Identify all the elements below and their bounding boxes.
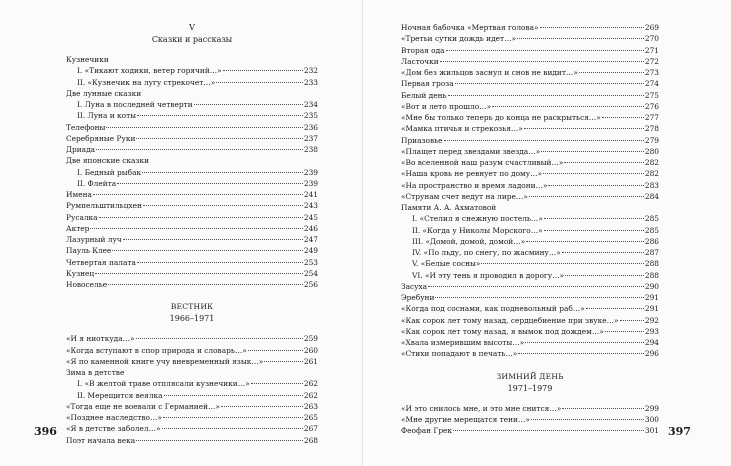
toc-entry-title: Кузнец — [66, 268, 95, 278]
toc-entry-title: Две лунные сказки — [66, 88, 142, 98]
dot-leader — [106, 127, 302, 128]
dot-leader — [95, 273, 303, 274]
toc-entry — [401, 45, 659, 56]
dot-leader — [562, 408, 644, 409]
toc-entry-title: Четвертая палата — [66, 257, 136, 267]
dot-leader — [525, 342, 644, 343]
toc-group-heading — [66, 88, 318, 99]
dot-leader — [136, 138, 303, 139]
right-toc-column — [401, 22, 659, 436]
toc-entry-title: Две японские сказки — [66, 156, 150, 166]
toc-entry — [401, 348, 659, 359]
toc-entry-page: 246 — [303, 223, 318, 233]
dot-leader — [446, 50, 644, 51]
toc-entry-title: «Мне бы только теперь до конца не раскрыться…» — [401, 113, 601, 122]
dot-leader — [453, 430, 644, 431]
toc-entry-title: «И я ниоткуда…» — [66, 334, 135, 344]
toc-entry-page: 239 — [303, 167, 318, 177]
toc-entry-page: 254 — [303, 268, 318, 278]
toc-entry-title: «Наша кровь не ревнует по дому…» — [401, 169, 543, 179]
toc-entry — [401, 90, 659, 101]
toc-entry-page: 288 — [644, 259, 659, 269]
toc-entry-title: Эребуни — [401, 293, 435, 302]
toc-entry-page: 276 — [644, 101, 659, 111]
toc-entry-title: «Позднее наследство…» — [66, 413, 162, 422]
dot-leader — [444, 140, 644, 141]
toc-entry-page: 270 — [644, 34, 659, 44]
toc-entry-page: 239 — [303, 178, 318, 188]
dot-leader — [163, 417, 303, 418]
toc-entry-title: «Струнам счет ведут на лире…» — [401, 191, 528, 201]
toc-entry — [401, 78, 659, 89]
toc-entry — [401, 191, 659, 202]
toc-entry-title: Телефоны — [66, 122, 106, 132]
toc-entry-page: 263 — [303, 401, 318, 411]
toc-entry-title: «Я в детстве заболел…» — [66, 424, 161, 434]
dot-leader — [579, 72, 644, 73]
toc-entry-title: «Когда вступают в спор природа и словарь…» — [66, 345, 247, 355]
toc-entry-page: 259 — [303, 334, 318, 344]
toc-entry — [66, 390, 318, 401]
toc-entry — [66, 378, 318, 389]
toc-entry-page: 292 — [644, 315, 659, 325]
toc-entry — [66, 99, 318, 110]
toc-entry-page: 253 — [303, 257, 318, 267]
section-title-zimniy-den: ЗИМНИЙ ДЕНЬ — [496, 371, 564, 381]
toc-entry — [401, 292, 659, 303]
toc-entry-title: Румпельштильцхен — [66, 201, 142, 211]
toc-entry-page: 287 — [644, 248, 659, 257]
toc-group-heading — [401, 202, 659, 213]
dot-leader — [428, 286, 644, 287]
toc-entry-title: II. Флейта — [77, 178, 117, 188]
toc-entry — [401, 425, 659, 436]
dot-leader — [96, 149, 303, 150]
dot-leader — [548, 185, 643, 186]
dot-leader — [481, 263, 643, 264]
toc-entry — [401, 247, 659, 258]
toc-entry-page: 243 — [303, 201, 318, 211]
toc-entry-title: «Мамка птичья и стрекозья…» — [401, 124, 523, 134]
toc-entry-title: «Третьи сутки дождь идет…» — [401, 34, 516, 44]
toc-entry-page: 262 — [303, 390, 318, 400]
dot-leader — [531, 419, 644, 420]
toc-entry-title: Серебряные Руки — [66, 133, 136, 143]
dot-leader — [108, 284, 303, 285]
toc-entry-title: Актер — [66, 223, 90, 233]
dot-leader — [136, 338, 303, 339]
toc-entry-title: «Я по каменной книге учу вневременный язык…» — [66, 356, 264, 366]
dot-leader — [455, 83, 644, 84]
toc-entry — [401, 303, 659, 314]
dot-leader — [137, 115, 303, 116]
toc-entry-title: Феофан Грек — [401, 426, 453, 435]
toc-entry-page: 299 — [644, 403, 659, 413]
toc-entry-title: I. Бедный рыбак — [77, 167, 142, 177]
section-numeral: V — [189, 23, 195, 32]
toc-group-heading — [66, 155, 318, 166]
dot-leader — [541, 151, 644, 152]
dot-leader — [564, 162, 643, 163]
toc-entry-title: «Как сорок лет тому назад, я вымок под дождем…» — [401, 326, 604, 336]
toc-entry-title: «Тогда еще не воевали с Германией…» — [66, 401, 220, 411]
toc-entry-title: IV. «По льду, по снегу, по жасмину…» — [412, 248, 561, 257]
toc-entry-title: Белый день — [401, 90, 447, 100]
dot-leader — [194, 104, 303, 105]
toc-entry-title: VI. «И эту тень я проводил в дорогу…» — [412, 270, 565, 280]
toc-entry-page: 267 — [303, 424, 318, 434]
toc-entry-page: 274 — [644, 79, 659, 89]
toc-entry-title: I. «В желтой траве отплясали кузнечики…» — [77, 379, 250, 389]
dot-leader — [142, 172, 303, 173]
toc-entry-page: 238 — [303, 145, 318, 154]
dot-leader — [99, 217, 303, 218]
toc-entry — [66, 65, 318, 76]
toc-entry-page: 271 — [644, 45, 659, 55]
toc-entry-title: Ласточки — [401, 56, 439, 66]
toc-entry-title: «Когда под соснами, как подневольный раб…» — [401, 304, 585, 314]
toc-entry-title: «Хвала измерившим высоты…» — [401, 338, 525, 347]
toc-entry — [66, 223, 318, 234]
toc-entry-title: «На пространство и время ладони…» — [401, 180, 548, 190]
toc-list — [66, 54, 318, 290]
toc-entry-page: 234 — [303, 100, 318, 109]
toc-entry-page: 265 — [303, 413, 318, 422]
toc-entry-title: Ночная бабочка «Мертвая голова» — [401, 23, 539, 32]
dot-leader — [544, 218, 644, 219]
dot-leader — [264, 361, 303, 362]
toc-entry-title: II. Мерещится веялка — [77, 390, 163, 400]
toc-entry — [401, 258, 659, 269]
page-number: 397 — [668, 425, 691, 438]
dot-leader — [248, 350, 303, 351]
toc-group-heading — [66, 367, 318, 378]
dot-leader — [524, 128, 644, 129]
toc-entry-title: Памяти А. А. Ахматовой — [401, 203, 497, 212]
toc-entry — [66, 333, 318, 344]
toc-entry-page: 291 — [644, 293, 659, 302]
left-toc-column — [66, 22, 318, 446]
toc-entry-title: II. «Кузнечик на лугу стрекочет…» — [77, 77, 216, 87]
toc-entry — [66, 133, 318, 144]
toc-entry-title: I. «Тикают ходики, ветер горячий…» — [77, 66, 222, 76]
page-number: 396 — [34, 425, 57, 438]
toc-entry-title: I. Луна в последней четверти — [77, 100, 193, 109]
toc-entry-title: «Во вселенной наш разум счастливый…» — [401, 158, 564, 167]
dot-leader — [221, 406, 303, 407]
toc-entry-page: 235 — [303, 111, 318, 121]
toc-entry-title: Русалка — [66, 212, 98, 222]
toc-entry-title: «Мне другие мерещатся тени…» — [401, 414, 530, 424]
toc-entry-page: 285 — [644, 214, 659, 224]
toc-list — [401, 22, 659, 360]
toc-entry-title: Вторая ода — [401, 45, 445, 55]
toc-entry-page: 284 — [644, 191, 659, 201]
toc-entry-page: 296 — [644, 349, 659, 359]
toc-list — [401, 403, 659, 437]
toc-entry-page: 256 — [303, 280, 318, 289]
dot-leader — [143, 205, 303, 206]
dot-leader — [529, 196, 644, 197]
dot-leader — [162, 428, 303, 429]
toc-entry — [66, 279, 318, 290]
toc-entry-title: Кузнечики — [66, 55, 109, 64]
toc-entry-page: 268 — [303, 435, 318, 445]
toc-entry — [401, 270, 659, 281]
toc-entry-title: Дриада — [66, 145, 96, 154]
toc-entry-title: «Как сорок лет тому назад, сердцебиение при звуке…» — [401, 315, 619, 325]
toc-entry-page: 288 — [644, 270, 659, 280]
toc-entry-title: Пауль Клее — [66, 246, 112, 256]
dot-leader — [216, 82, 303, 83]
toc-entry-page: 233 — [303, 77, 318, 87]
toc-entry-title: «Дом без жильцов заснул и снов не видит…» — [401, 68, 578, 77]
toc-entry-title: Засуха — [401, 281, 428, 291]
dot-leader — [137, 262, 303, 263]
toc-entry — [66, 245, 318, 256]
toc-entry — [66, 122, 318, 133]
dot-leader — [90, 228, 302, 229]
toc-entry-page: 282 — [644, 169, 659, 179]
toc-entry — [401, 281, 659, 292]
dot-leader — [586, 308, 644, 309]
toc-entry-page: 282 — [644, 158, 659, 167]
toc-entry — [66, 268, 318, 279]
toc-entry — [401, 112, 659, 123]
toc-entry-page: 278 — [644, 124, 659, 134]
toc-entry — [401, 225, 659, 236]
toc-entry-title: Лазурный луч — [66, 235, 122, 244]
toc-entry-page: 245 — [303, 212, 318, 222]
section-years: 1966–1971 — [169, 314, 215, 324]
toc-entry-title: II. «Когда у Николы Морского…» — [412, 225, 543, 235]
toc-entry — [401, 414, 659, 425]
dot-leader — [93, 194, 303, 195]
dot-leader — [164, 395, 303, 396]
toc-entry — [66, 200, 318, 211]
dot-leader — [223, 70, 303, 71]
toc-entry-page: 241 — [303, 190, 318, 199]
toc-entry — [401, 315, 659, 326]
toc-entry-page: 249 — [303, 246, 318, 256]
toc-entry — [66, 178, 318, 189]
dot-leader — [448, 95, 644, 96]
dot-leader — [602, 117, 644, 118]
toc-entry-title: III. «Домой, домой, домой…» — [412, 236, 526, 246]
toc-entry-page: 277 — [644, 113, 659, 122]
toc-entry-title: «Стихи попадают в печать…» — [401, 349, 518, 359]
section-title: Сказки и рассказы — [151, 35, 233, 44]
toc-entry — [401, 180, 659, 191]
dot-leader — [518, 353, 644, 354]
dot-leader — [117, 183, 303, 184]
dot-leader — [440, 61, 644, 62]
dot-leader — [605, 331, 644, 332]
right-page — [368, 0, 731, 466]
toc-list — [66, 333, 318, 446]
dot-leader — [517, 38, 644, 39]
dot-leader — [435, 297, 643, 298]
dot-leader — [620, 320, 644, 321]
toc-entry-page: 236 — [303, 122, 318, 132]
toc-entry-page: 260 — [303, 345, 318, 355]
toc-entry-title: Новоселье — [66, 280, 108, 289]
toc-entry — [66, 257, 318, 268]
toc-entry — [401, 213, 659, 224]
toc-entry-page: 272 — [644, 56, 659, 66]
toc-entry-page: 262 — [303, 379, 318, 389]
toc-entry-page: 247 — [303, 235, 318, 244]
dot-leader — [526, 241, 644, 242]
section-title-vestnik: ВЕСТНИК — [170, 302, 214, 312]
dot-leader — [492, 106, 644, 107]
toc-entry-title: «Вот и лето прошло…» — [401, 101, 492, 111]
toc-entry — [66, 435, 318, 446]
toc-entry — [401, 337, 659, 348]
toc-entry — [401, 101, 659, 112]
toc-entry — [401, 168, 659, 179]
toc-entry — [401, 56, 659, 67]
toc-entry — [401, 157, 659, 168]
toc-entry — [66, 167, 318, 178]
toc-entry-page: 300 — [644, 414, 659, 424]
dot-leader — [540, 27, 644, 28]
dot-leader — [565, 275, 644, 276]
toc-entry — [66, 144, 318, 155]
dot-leader — [112, 250, 302, 251]
section-years: 1971–1979 — [507, 383, 553, 393]
toc-entry-page: 280 — [644, 146, 659, 156]
toc-entry — [401, 135, 659, 146]
toc-entry — [401, 403, 659, 414]
toc-entry — [401, 67, 659, 78]
toc-entry-title: V. «Белые сосны» — [412, 259, 481, 269]
toc-entry-title: Зима в детстве — [66, 368, 125, 377]
toc-entry-title: Приазовье — [401, 135, 443, 145]
toc-entry-page: 293 — [644, 326, 659, 336]
left-page — [0, 0, 363, 466]
toc-entry-page: 232 — [303, 66, 318, 76]
toc-entry-title: Поэт начала века — [66, 435, 136, 445]
toc-entry — [401, 22, 659, 33]
toc-entry — [66, 77, 318, 88]
dot-leader — [136, 440, 303, 441]
dot-leader — [123, 239, 303, 240]
toc-entry — [401, 33, 659, 44]
toc-entry-page: 286 — [644, 236, 659, 246]
toc-entry-title: «И это снилось мне, и это мне снится…» — [401, 403, 562, 413]
toc-entry-title: «Плащет перед звездами звезда…» — [401, 146, 541, 156]
toc-entry — [66, 356, 318, 367]
toc-entry-title: Первая гроза — [401, 79, 454, 89]
toc-entry — [66, 423, 318, 434]
toc-entry-title: II. Луна и коты — [77, 111, 137, 121]
toc-entry-title: I. «Стелил я снежную постель…» — [412, 214, 543, 224]
toc-entry — [401, 236, 659, 247]
toc-entry-page: 294 — [644, 338, 659, 347]
dot-leader — [562, 252, 644, 253]
toc-entry-page: 290 — [644, 281, 659, 291]
toc-entry-title: Имена — [66, 190, 92, 199]
toc-entry-page: 283 — [644, 180, 659, 190]
toc-entry — [66, 189, 318, 200]
toc-entry-page: 237 — [303, 133, 318, 143]
toc-entry-page: 269 — [644, 23, 659, 32]
toc-entry — [66, 345, 318, 356]
toc-entry-page: 261 — [303, 356, 318, 366]
toc-entry — [401, 326, 659, 337]
toc-entry — [401, 146, 659, 157]
toc-entry-page: 285 — [644, 225, 659, 235]
toc-entry-page: 275 — [644, 90, 659, 100]
toc-entry — [66, 401, 318, 412]
toc-entry — [66, 110, 318, 121]
dot-leader — [543, 173, 644, 174]
toc-entry-page: 301 — [644, 426, 659, 435]
toc-group-heading — [66, 54, 318, 65]
toc-entry — [401, 123, 659, 134]
toc-entry — [66, 412, 318, 423]
toc-entry-page: 279 — [644, 135, 659, 145]
toc-entry-page: 273 — [644, 68, 659, 77]
toc-entry — [66, 212, 318, 223]
toc-entry — [66, 234, 318, 245]
dot-leader — [251, 383, 303, 384]
toc-entry-page: 291 — [644, 304, 659, 314]
dot-leader — [544, 230, 644, 231]
